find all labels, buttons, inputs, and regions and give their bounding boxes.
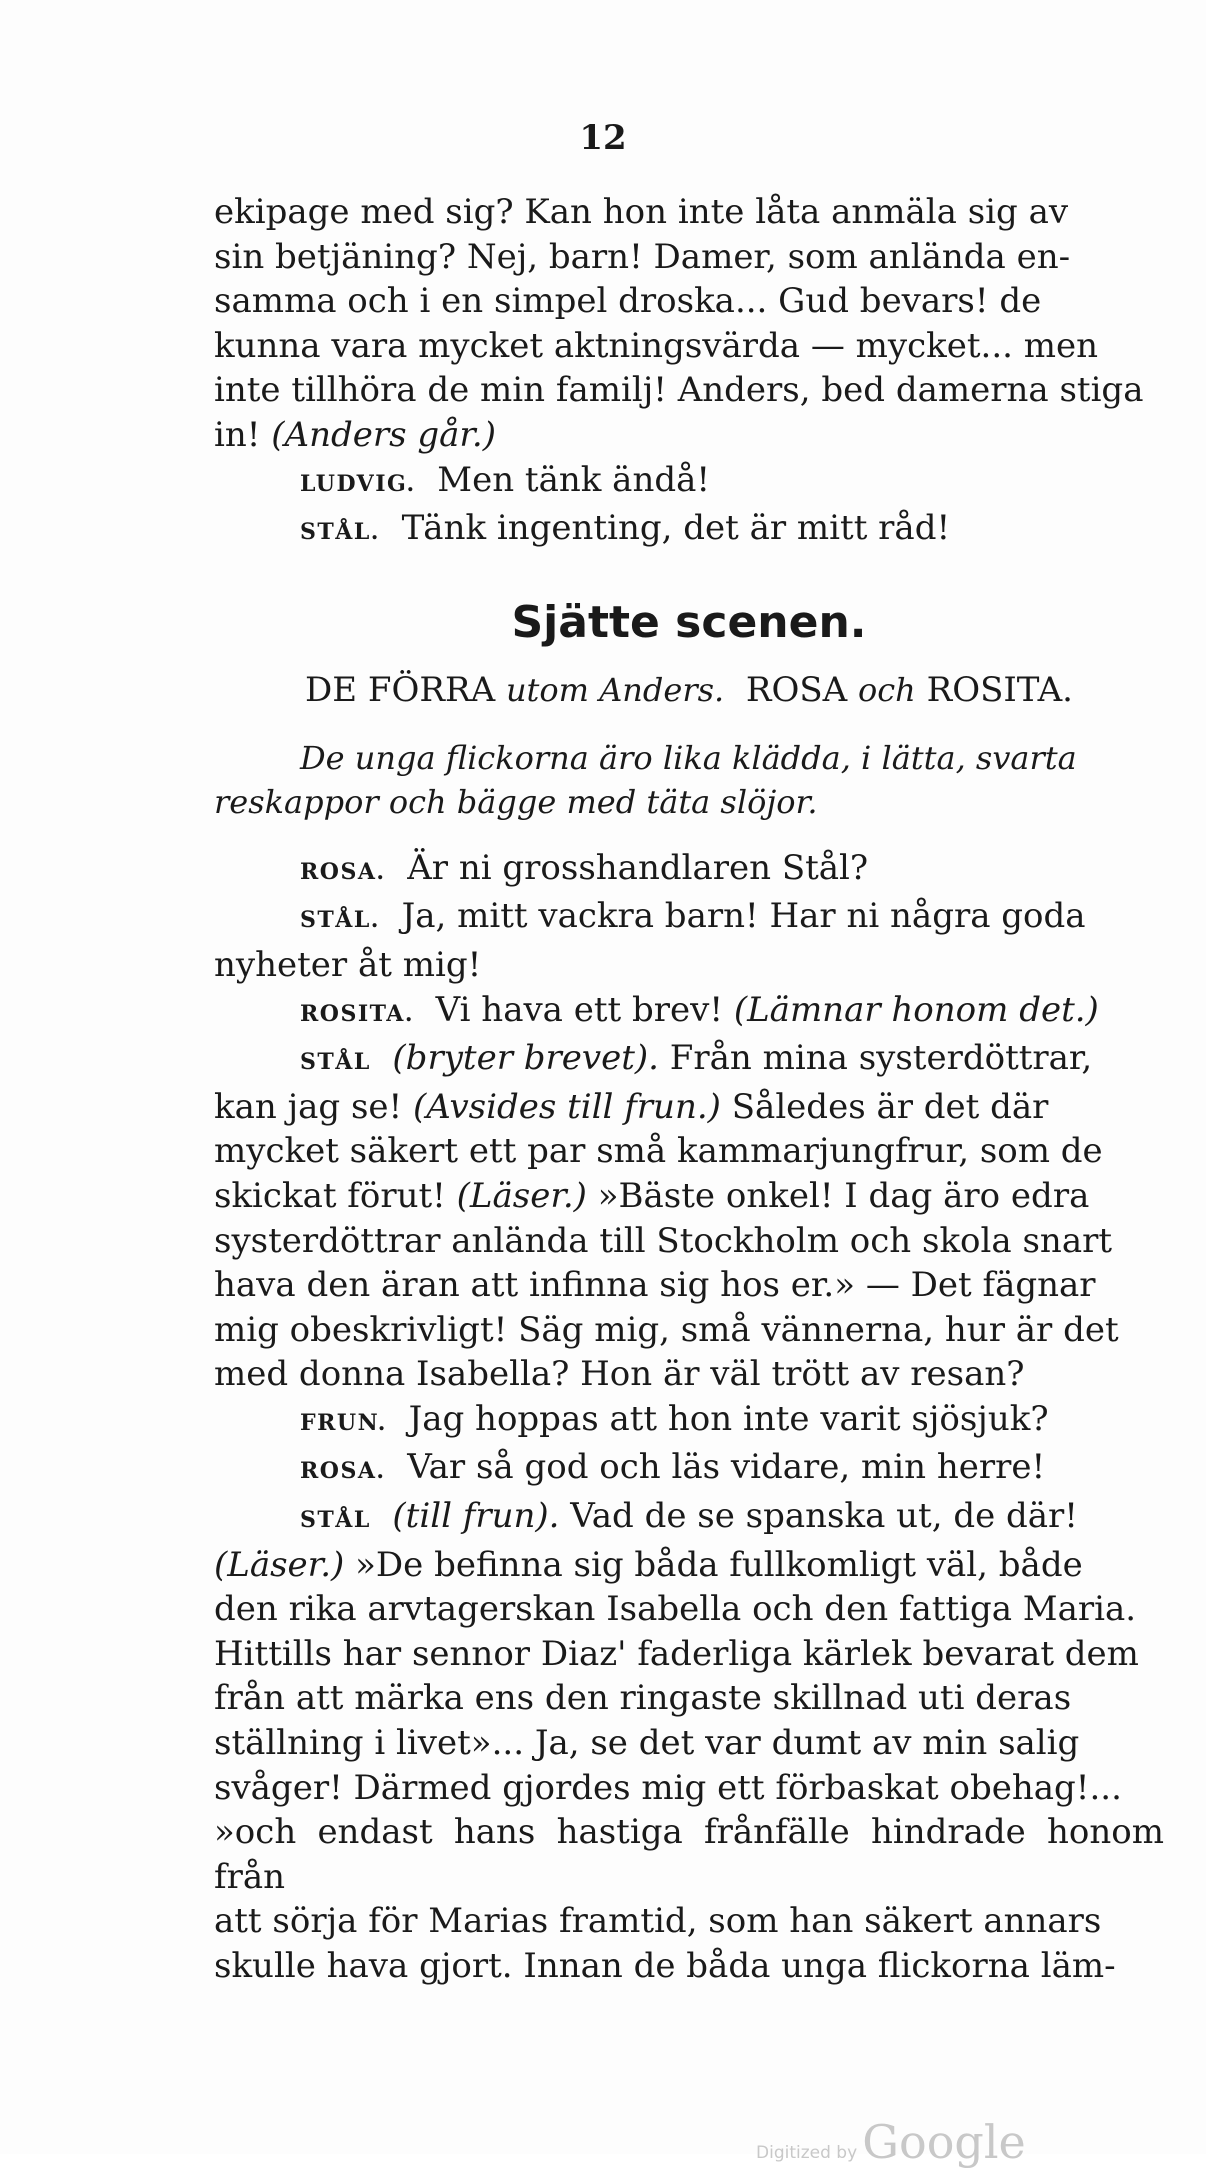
- speaker-name: STÅL.: [300, 907, 380, 934]
- google-logo-text: Google: [862, 2115, 1026, 2169]
- page-number: 12: [579, 118, 627, 158]
- stage-direction: och: [857, 670, 916, 709]
- speaker-name: FRUN.: [300, 1409, 387, 1436]
- dialogue-line-frun: [214, 1397, 1164, 1446]
- dialogue-text: kan jag se!: [214, 1086, 403, 1127]
- digitized-by-google-watermark: [756, 2115, 1026, 2169]
- dialogue-continuation: nyheter åt mig!: [214, 944, 482, 985]
- stage-direction: (Lämnar honom det.): [733, 989, 1099, 1030]
- watermark-small-text: Digitized by: [756, 2143, 858, 2163]
- speaker-name: STÅL: [300, 1507, 371, 1534]
- text-line: [214, 413, 1164, 458]
- dialogue-text: »De befinna sig båda fullkomligt väl, både: [355, 1544, 1083, 1585]
- dialogue-line-rosa: [214, 846, 1164, 895]
- stage-direction: utom Anders.: [505, 670, 725, 709]
- dialogue-block-stal: [214, 1036, 1164, 1397]
- speaker-name: ROSITA.: [300, 1000, 415, 1027]
- text-line: [214, 1174, 1164, 1219]
- speaker-name: LUDVIG.: [300, 470, 416, 497]
- text-line: [214, 1543, 1164, 1588]
- dialogue-text: Tänk ingenting, det är mitt råd!: [401, 508, 951, 549]
- text-line: mig obeskrivligt! Säg mig, små vännerna, hur är det: [214, 1309, 1119, 1350]
- text-line: sin betjäning? Nej, barn! Damer, som anlända en-: [214, 236, 1071, 277]
- cast-text: ROSA: [745, 669, 848, 710]
- scene-description: [214, 736, 1164, 824]
- text-line: kunna vara mycket aktningsvärda — mycket... men: [214, 325, 1099, 366]
- stage-direction: (bryter brevet).: [392, 1038, 659, 1079]
- dialogue-text: »Bäste onkel! I dag äro edra: [597, 1175, 1090, 1216]
- stage-direction: (Läser.): [214, 1544, 345, 1585]
- dialogue-text: Var så god och läs vidare, min herre!: [407, 1447, 1046, 1488]
- text-line: svåger! Därmed gjordes mig ett förbaskat obehag!...: [214, 1767, 1122, 1808]
- speaker-name: STÅL: [300, 1049, 371, 1076]
- stage-direction: (Läser.): [456, 1175, 587, 1216]
- stage-direction: (till frun).: [392, 1496, 560, 1537]
- dialogue-text: Från mina systerdöttrar,: [669, 1038, 1093, 1079]
- cast-list: [214, 670, 1164, 710]
- dialogue-line-rosa: [214, 1445, 1164, 1494]
- scene-heading: Sjätte scenen.: [511, 596, 867, 648]
- dialogue-line-stal: [214, 894, 1164, 943]
- dialogue-text: in!: [214, 414, 261, 455]
- speaker-name: STÅL.: [300, 519, 380, 546]
- text-line: [214, 1085, 1164, 1130]
- dialogue-text: skickat förut!: [214, 1175, 446, 1216]
- dialogue-text: Är ni grosshandlaren Stål?: [407, 847, 869, 888]
- stage-direction: (Anders går.): [271, 414, 496, 455]
- dialogue-text: Vad de se spanska ut, de där!: [570, 1496, 1078, 1537]
- dialogue-line-rosita: [214, 988, 1164, 1037]
- text-line: ekipage med sig? Kan hon inte låta anmäla sig av: [214, 192, 1069, 232]
- text-line: »och endast hans hastiga frånfälle hindrade honom från: [214, 1812, 1164, 1897]
- text-line: inte tillhöra de min familj! Anders, bed damerna stiga: [214, 370, 1144, 411]
- text-line: med donna Isabella? Hon är väl trött av resan?: [214, 1354, 1025, 1395]
- text-line: hava den äran att infinna sig hos er.» — Det fägnar: [214, 1265, 1096, 1306]
- text-block: [214, 190, 1164, 1989]
- text-line: [214, 1036, 1164, 1085]
- text-line: från att märka ens den ringaste skillnad uti deras: [214, 1678, 1072, 1719]
- text-line: [214, 1494, 1164, 1543]
- text-line: systerdöttrar anlända till Stockholm och skola snart: [214, 1220, 1113, 1261]
- stage-direction: (Avsides till frun.): [413, 1086, 721, 1127]
- cast-text: ROSITA.: [926, 669, 1073, 710]
- text-line: att sörja för Marias framtid, som han säkert annars: [214, 1901, 1102, 1942]
- dialogue-block-stal: [214, 1494, 1164, 1989]
- text-line: mycket säkert ett par små kammarjungfrur, som de: [214, 1131, 1103, 1172]
- dialogue-text: Vi hava ett brev!: [435, 989, 724, 1030]
- opening-paragraph: [214, 190, 1164, 458]
- text-line: reskappor och bägge med täta slöjor.: [214, 782, 818, 821]
- dialogue-line-stal: [214, 506, 1164, 555]
- cast-text: DE FÖRRA: [305, 669, 496, 710]
- text-line: den rika arvtagerskan Isabella och den fattiga Maria.: [214, 1589, 1137, 1630]
- dialogue-text: Men tänk ändå!: [437, 459, 711, 500]
- text-line: samma och i en simpel droska... Gud bevars! de: [214, 281, 1042, 322]
- text-line: skulle hava gjort. Innan de båda unga flickorna läm-: [214, 1946, 1116, 1986]
- speaker-name: ROSA.: [300, 1458, 386, 1485]
- dialogue-text: Således är det där: [731, 1086, 1049, 1127]
- dialogue-line-ludvig: [214, 458, 1164, 507]
- text-line: ställning i livet»... Ja, se det var dumt av min salig: [214, 1723, 1080, 1764]
- speaker-name: ROSA.: [300, 858, 386, 885]
- text-line: Hittills har sennor Diaz' faderliga kärlek bevarat dem: [214, 1633, 1139, 1674]
- dialogue-text: Ja, mitt vackra barn! Har ni några goda: [401, 896, 1086, 937]
- text-line: De unga flickorna äro lika klädda, i lätta, svarta: [300, 738, 1077, 777]
- dialogue-text: Jag hoppas att hon inte varit sjösjuk?: [408, 1398, 1049, 1439]
